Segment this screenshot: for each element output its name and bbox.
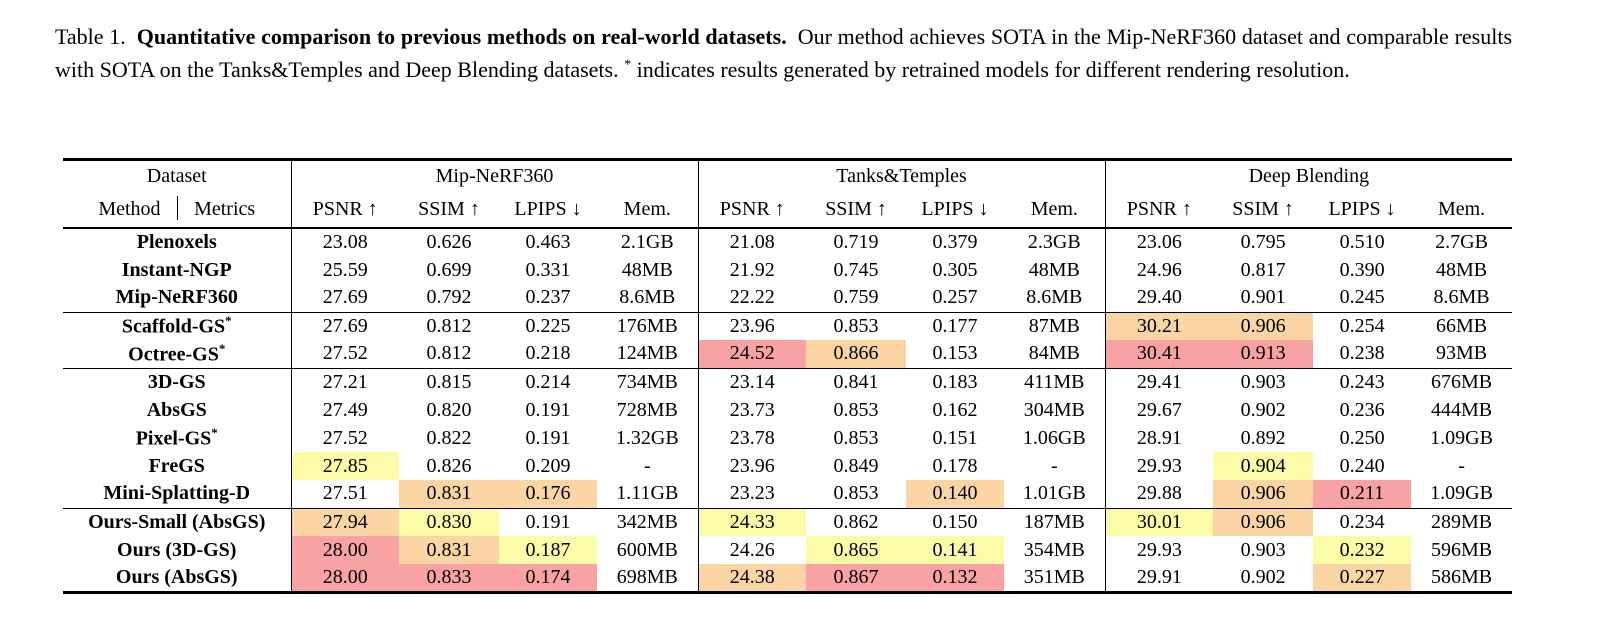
metric-cell: 0.305 (932, 258, 978, 281)
metric-cell: 0.191 (525, 426, 571, 449)
metric-header: LPIPS ↓ (1328, 197, 1396, 220)
metric-cell: 187MB (1023, 510, 1085, 533)
metric-cell: 24.26 (698, 536, 806, 564)
metric-cell: 0.892 (1240, 426, 1286, 449)
metric-cell: 23.23 (698, 480, 806, 508)
metric-cell: 354MB (1023, 538, 1085, 561)
metric-cell: 87MB (1028, 314, 1080, 337)
metric-cell: 0.463 (525, 231, 571, 253)
metrics-label: Metrics (194, 198, 256, 220)
metric-cell: 0.831 (399, 536, 499, 564)
metric-cell: 23.08 (291, 228, 399, 256)
metric-cell: 411MB (1024, 370, 1085, 393)
metric-cell: 0.812 (426, 314, 472, 337)
metric-cell: 0.257 (932, 286, 978, 309)
metric-cell: 0.849 (833, 454, 879, 477)
metric-cell: 8.6MB (1433, 286, 1490, 309)
metric-header: SSIM ↑ (418, 197, 480, 220)
metric-cell: 0.822 (426, 426, 472, 449)
metric-cell: 0.150 (932, 510, 978, 533)
metric-cell: 1.09GB (1430, 482, 1493, 505)
metric-cell: 0.174 (499, 564, 597, 592)
metric-cell: 0.903 (1240, 538, 1286, 561)
metric-cell: 48MB (621, 258, 673, 281)
metric-cell: 27.21 (291, 368, 399, 396)
metric-cell: 0.214 (525, 370, 571, 393)
metric-cell: 0.510 (1339, 231, 1385, 253)
metric-cell: 48MB (1028, 258, 1080, 281)
metric-cell: 0.178 (932, 454, 978, 477)
group-header-tanks-temples: Tanks&Temples (698, 160, 1105, 192)
method-name: FreGS (148, 454, 205, 477)
metric-cell: 0.902 (1240, 565, 1286, 588)
table-row (63, 508, 1512, 536)
metric-cell: - (1050, 454, 1058, 477)
metric-cell: 27.69 (291, 312, 399, 340)
retrained-star-icon: * (218, 340, 226, 356)
metric-cell: 0.831 (399, 480, 499, 508)
metric-cell: 30.21 (1105, 312, 1213, 340)
dataset-label: Dataset (146, 165, 207, 187)
table-row (63, 480, 1512, 508)
table-row (63, 564, 1512, 592)
metric-cell: 48MB (1436, 258, 1488, 281)
metric-cell: 29.41 (1105, 368, 1213, 396)
method-name: Pixel-GS* (135, 425, 218, 450)
results-table (63, 158, 1512, 594)
metric-cell: - (643, 454, 651, 477)
metric-header: LPIPS ↓ (921, 197, 989, 220)
metric-cell: 351MB (1023, 565, 1085, 588)
table-row (63, 452, 1512, 480)
metric-header: PSNR ↑ (291, 191, 399, 228)
metric-cell: 0.245 (1339, 286, 1385, 309)
metric-cell: 0.227 (1313, 564, 1411, 592)
method-name: 3D-GS (147, 370, 206, 393)
metric-cell: 0.862 (833, 510, 879, 533)
metric-cell: - (1458, 454, 1465, 477)
metric-header: SSIM ↑ (1232, 197, 1294, 220)
metric-cell: 0.209 (525, 454, 571, 477)
metric-cell: 0.906 (1213, 480, 1313, 508)
metric-cell: 0.162 (932, 398, 978, 421)
metric-cell: 24.33 (698, 508, 806, 536)
metric-cell: 23.14 (698, 368, 806, 396)
divider-bar (177, 196, 179, 220)
metric-cell: 0.238 (1339, 342, 1385, 365)
metric-cell: 0.853 (833, 482, 879, 505)
metric-cell: 0.176 (499, 480, 597, 508)
metric-cell: 0.865 (806, 536, 906, 564)
metric-cell: 0.826 (426, 454, 472, 477)
metric-header: SSIM ↑ (825, 197, 887, 220)
metric-cell: 27.94 (291, 508, 399, 536)
metric-cell: 0.153 (932, 342, 978, 365)
metric-cell: 0.225 (525, 314, 571, 337)
caption-text-after-star: indicates results generated by retrained models for different rendering resolution. (636, 57, 1350, 82)
method-name: Instant-NGP (121, 258, 232, 281)
caption-star-icon: * (624, 57, 632, 73)
metric-cell: 0.904 (1213, 452, 1313, 480)
table-header (63, 160, 1512, 229)
metric-cell: 1.01GB (1022, 482, 1086, 505)
table-row (63, 312, 1512, 340)
metric-cell: 0.853 (833, 398, 879, 421)
metric-header: PSNR ↑ (1105, 191, 1213, 228)
caption-text: Our method achieves SOTA in the Mip-NeRF360 dataset and comparable results with SOTA on the Tanks&Temples and Deep Blending datasets. (55, 24, 1513, 82)
metric-cell: 27.49 (291, 396, 399, 424)
metric-cell: 27.69 (291, 284, 399, 312)
metric-cell: 29.40 (1105, 284, 1213, 312)
metric-cell: 29.88 (1105, 480, 1213, 508)
metric-cell: 0.820 (426, 398, 472, 421)
metric-cell: 2.7GB (1435, 231, 1488, 253)
metric-cell: 23.73 (698, 396, 806, 424)
metric-cell: 25.59 (291, 256, 399, 284)
table-row (63, 424, 1512, 452)
table-row (63, 368, 1512, 396)
metric-cell: 84MB (1028, 342, 1080, 365)
metric-cell: 0.853 (833, 314, 879, 337)
method-name: Mini-Splatting-D (103, 482, 251, 505)
metric-cell: 0.187 (499, 536, 597, 564)
metric-cell: 0.140 (906, 480, 1004, 508)
metric-cell: 27.52 (291, 340, 399, 368)
group-header-deep-blending: Deep Blending (1105, 160, 1512, 192)
metric-cell: 23.96 (698, 452, 806, 480)
metric-cell: 21.92 (698, 256, 806, 284)
metric-cell: 28.00 (291, 564, 399, 592)
method-name: Mip-NeRF360 (115, 286, 238, 309)
table-caption (55, 20, 1512, 86)
metric-cell: 0.817 (1240, 258, 1286, 281)
metric-cell: 0.390 (1339, 258, 1385, 281)
metric-cell: 0.626 (426, 231, 472, 253)
metric-cell: 0.250 (1339, 426, 1385, 449)
metric-cell: 0.141 (906, 536, 1004, 564)
metric-cell: 93MB (1436, 342, 1488, 365)
corner-header (63, 160, 291, 229)
metric-cell: 0.792 (426, 286, 472, 309)
metric-cell: 0.699 (426, 258, 472, 281)
method-metrics-label (63, 191, 291, 227)
metric-cell: 586MB (1431, 565, 1493, 588)
metric-cell: 1.09GB (1430, 426, 1493, 449)
metric-cell: 0.379 (932, 231, 978, 253)
metric-cell: 28.00 (291, 536, 399, 564)
metric-cell: 0.902 (1240, 398, 1286, 421)
metric-cell: 1.06GB (1022, 426, 1086, 449)
metric-cell: 728MB (616, 398, 678, 421)
metric-cell: 2.1GB (620, 231, 674, 253)
metric-cell: 600MB (616, 538, 678, 561)
metric-cell: 29.91 (1105, 564, 1213, 592)
metric-cell: 0.853 (833, 426, 879, 449)
metric-cell: 23.06 (1105, 228, 1213, 256)
metric-cell: 342MB (616, 510, 678, 533)
metric-cell: 0.191 (525, 398, 571, 421)
metric-cell: 0.236 (1339, 398, 1385, 421)
metric-cell: 0.234 (1339, 510, 1385, 533)
metric-cell: 29.93 (1105, 536, 1213, 564)
metric-cell: 23.78 (698, 424, 806, 452)
metric-cell: 0.151 (932, 426, 978, 449)
table-row (63, 536, 1512, 564)
metric-cell: 0.906 (1213, 312, 1313, 340)
metric-cell: 0.906 (1213, 508, 1313, 536)
metric-cell: 23.96 (698, 312, 806, 340)
metric-cell: 0.913 (1213, 340, 1313, 368)
metric-cell: 24.96 (1105, 256, 1213, 284)
metric-cell: 1.32GB (615, 426, 679, 449)
metric-cell: 444MB (1431, 398, 1493, 421)
method-name: Ours (3D-GS) (117, 538, 237, 561)
group-header-mip-nerf360: Mip-NeRF360 (291, 160, 698, 192)
metric-cell: 0.331 (525, 258, 571, 281)
method-name: AbsGS (146, 398, 207, 421)
metric-cell: 0.719 (833, 231, 879, 253)
metric-cell: 0.903 (1240, 370, 1286, 393)
metric-cell: 304MB (1023, 398, 1085, 421)
metric-header: Mem. (1030, 197, 1078, 220)
metric-cell: 0.745 (833, 258, 879, 281)
metric-cell: 0.833 (399, 564, 499, 592)
metric-cell: 0.830 (399, 508, 499, 536)
metric-cell: 698MB (616, 565, 678, 588)
metric-cell: 0.132 (906, 564, 1004, 592)
metric-cell: 8.6MB (619, 286, 676, 309)
table-row (63, 228, 1512, 256)
metric-cell: 66MB (1436, 314, 1488, 337)
metric-cell: 0.177 (932, 314, 978, 337)
table-row (63, 256, 1512, 284)
metric-cell: 0.812 (426, 342, 472, 365)
metric-cell: 0.254 (1339, 314, 1385, 337)
metric-cell: 0.815 (426, 370, 472, 393)
metric-cell: 8.6MB (1026, 286, 1083, 309)
metric-cell: 0.183 (932, 370, 978, 393)
metric-cell: 30.41 (1105, 340, 1213, 368)
metric-cell: 30.01 (1105, 508, 1213, 536)
metric-cell: 0.237 (525, 286, 571, 309)
metric-cell: 0.867 (806, 564, 906, 592)
method-name: Scaffold-GS* (121, 313, 232, 339)
table-row (63, 340, 1512, 368)
method-name: Octree-GS* (128, 340, 226, 366)
metric-cell: 596MB (1431, 538, 1493, 561)
metric-cell: 0.866 (806, 340, 906, 368)
metric-cell: 24.38 (698, 564, 806, 592)
metric-cell: 0.901 (1240, 286, 1286, 309)
method-name: Ours (AbsGS) (115, 565, 238, 588)
method-label: Method (98, 198, 161, 220)
metric-header: Mem. (623, 197, 671, 220)
metric-cell: 0.218 (525, 342, 571, 365)
table-row (63, 284, 1512, 312)
results-table-body (63, 228, 1512, 592)
metric-cell: 1.11GB (616, 482, 679, 505)
metric-cell: 29.67 (1105, 396, 1213, 424)
metric-cell: 124MB (616, 342, 678, 365)
metric-cell: 21.08 (698, 228, 806, 256)
metric-cell: 27.85 (291, 452, 399, 480)
caption-bold: Quantitative comparison to previous methods on real-world datasets. (136, 24, 787, 49)
retrained-star-icon: * (211, 425, 218, 441)
method-name: Plenoxels (136, 231, 217, 253)
table-row (63, 396, 1512, 424)
metric-header: LPIPS ↓ (514, 197, 582, 220)
metric-cell: 24.52 (698, 340, 806, 368)
method-name: Ours-Small (AbsGS) (88, 510, 266, 533)
retrained-star-icon: * (225, 313, 232, 329)
metric-cell: 28.91 (1105, 424, 1213, 452)
metric-header: PSNR ↑ (698, 191, 806, 228)
metric-header: Mem. (1437, 197, 1486, 220)
metric-cell: 0.240 (1339, 454, 1385, 477)
metric-cell: 176MB (616, 314, 678, 337)
metric-cell: 27.52 (291, 424, 399, 452)
metric-cell: 0.795 (1240, 231, 1286, 253)
metric-cell: 0.841 (833, 370, 879, 393)
metric-cell: 2.3GB (1027, 231, 1081, 253)
metric-cell: 734MB (616, 370, 678, 393)
metric-cell: 22.22 (698, 284, 806, 312)
metric-cell: 676MB (1431, 370, 1493, 393)
metric-cell: 0.759 (833, 286, 879, 309)
caption-label: Table 1. (55, 24, 126, 49)
metric-cell: 0.243 (1339, 370, 1385, 393)
metric-cell: 0.232 (1313, 536, 1411, 564)
metric-cell: 289MB (1431, 510, 1493, 533)
metric-cell: 0.191 (525, 510, 571, 533)
group-header-row (63, 160, 1512, 192)
metric-cell: 0.211 (1313, 480, 1411, 508)
metric-cell: 29.93 (1105, 452, 1213, 480)
metric-cell: 27.51 (291, 480, 399, 508)
